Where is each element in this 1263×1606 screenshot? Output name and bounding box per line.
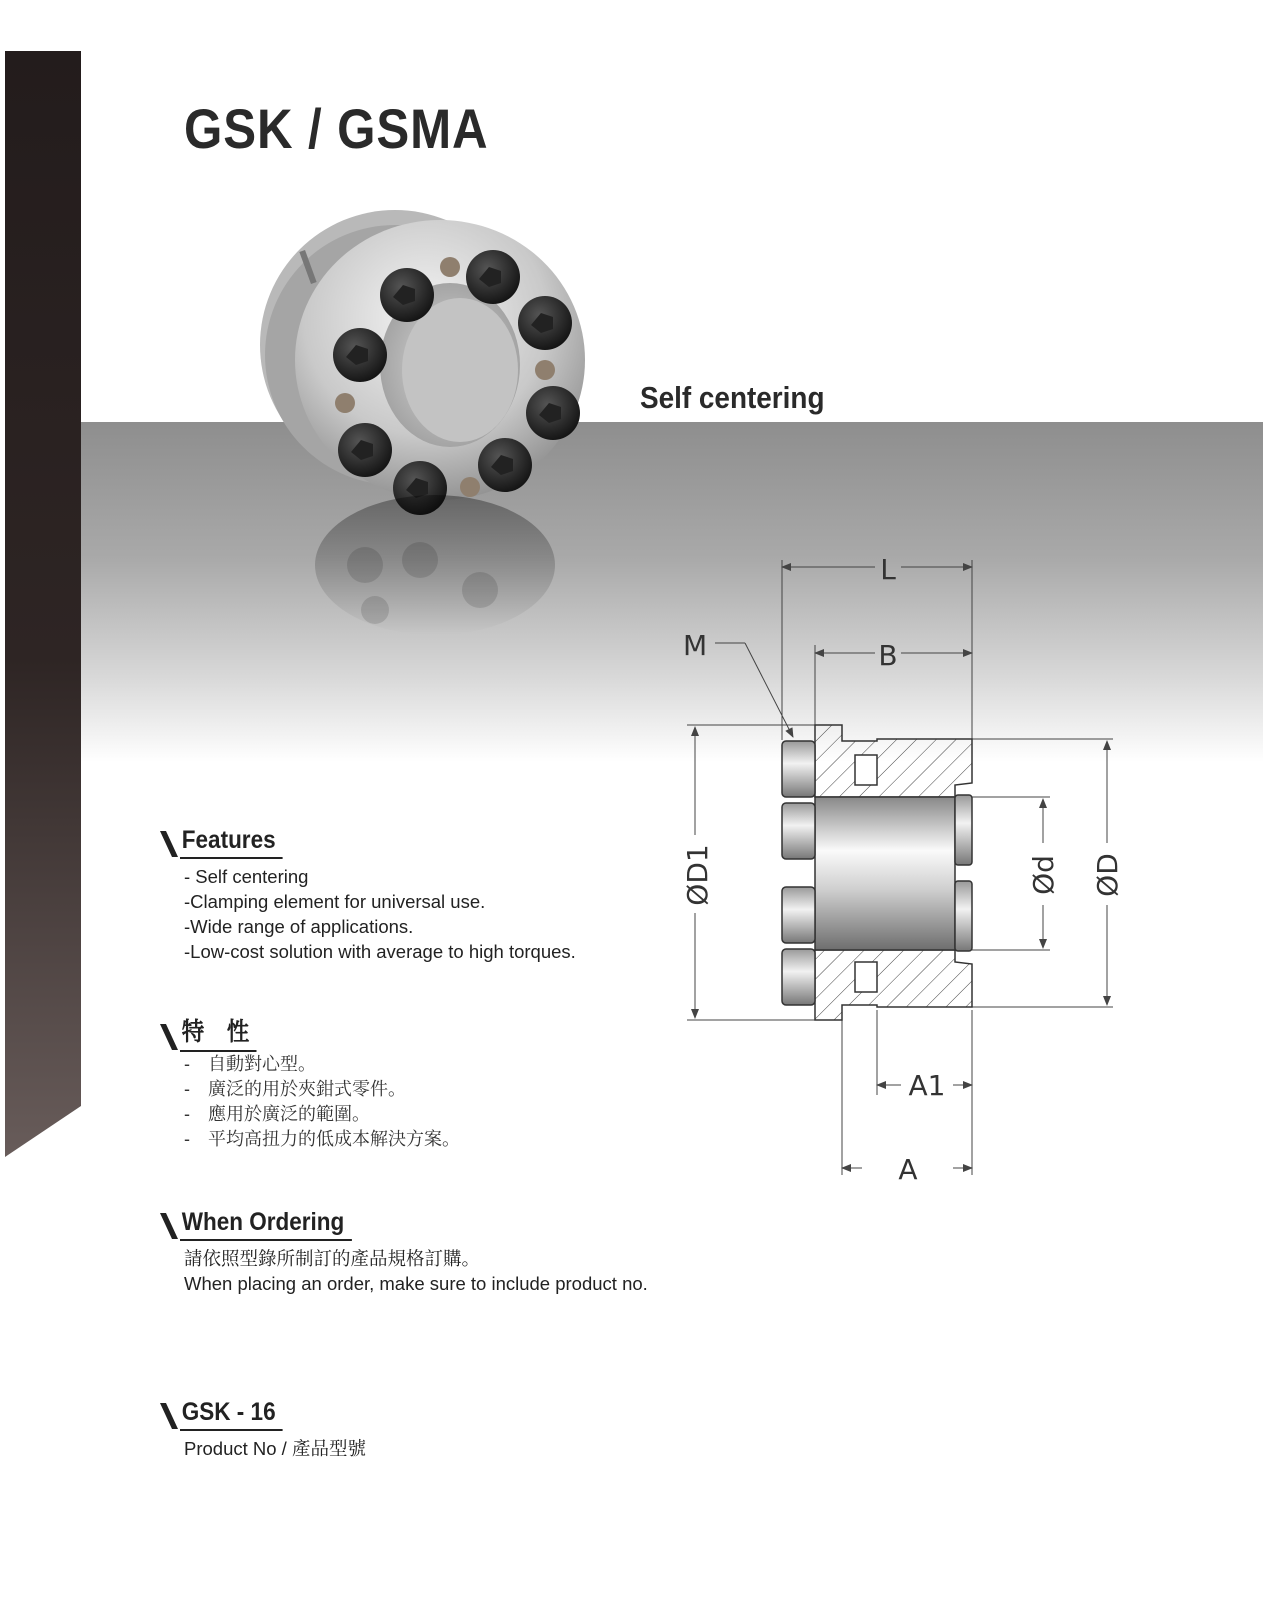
product-no-heading: GSK - 16: [180, 1398, 283, 1431]
features-zh-heading: 特 性: [180, 1012, 257, 1052]
page-title: GSK / GSMA: [184, 97, 489, 160]
ordering-text-en: When placing an order, make sure to include product no.: [184, 1273, 648, 1294]
ordering-text-zh: 請依照型錄所制訂的產品規格訂購。: [184, 1248, 481, 1269]
list-item: - 應用於廣泛的範圍。: [184, 1104, 370, 1124]
list-item: - Self centering: [184, 866, 309, 887]
features-zh-list: [184, 1052, 460, 1152]
dim-D-label: ØD: [1091, 853, 1124, 897]
list-item: - 廣泛的用於夾鉗式零件。: [184, 1079, 406, 1099]
ordering-heading-block: [160, 1208, 371, 1241]
slash-icon: [160, 829, 180, 859]
dim-M-label: M: [683, 629, 708, 662]
slash-icon: [160, 1211, 180, 1241]
list-item: -Clamping element for universal use.: [184, 891, 486, 912]
features-list: [184, 864, 576, 964]
dim-A-label: A: [898, 1153, 918, 1186]
features-heading-block: [160, 826, 294, 859]
dim-A1-label: A1: [908, 1069, 946, 1102]
list-item: - 平均高扭力的低成本解決方案。: [184, 1129, 460, 1149]
product-no-label: Product No / 產品型號: [184, 1438, 366, 1459]
product-no-heading-block: [160, 1398, 294, 1431]
list-item: -Low-cost solution with average to high torques.: [184, 941, 576, 962]
dim-d-label: Ød: [1027, 855, 1060, 895]
dim-L-label: L: [880, 555, 896, 586]
list-item: - 自動對心型。: [184, 1054, 316, 1074]
slash-icon: [160, 1022, 180, 1052]
dim-D1-label: ØD1: [681, 844, 714, 906]
features-heading: Features: [180, 826, 283, 859]
ordering-heading: When Ordering: [180, 1208, 352, 1241]
tagline: Self centering: [640, 380, 825, 415]
technical-drawing: [665, 555, 1135, 1195]
slash-icon: [160, 1401, 180, 1431]
list-item: -Wide range of applications.: [184, 916, 414, 937]
dim-B-label: B: [878, 639, 898, 672]
product-photo: [235, 205, 635, 655]
features-zh-heading-block: [160, 1012, 265, 1052]
sidebar-band: [5, 51, 81, 1181]
